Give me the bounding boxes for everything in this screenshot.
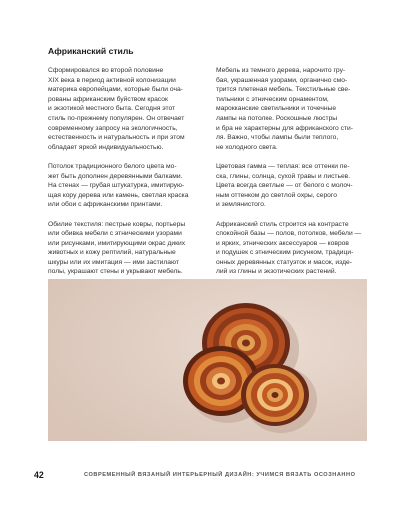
running-title: СОВРЕМЕННЫЙ ВЯЗАНЫЙ ИНТЕРЬЕРНЫЙ ДИЗАЙН: УЧИМСЯ ВЯЗАТЬ ОСОЗНАННО	[84, 472, 356, 478]
page-number: 42	[34, 470, 44, 480]
woven-baskets-photo	[48, 279, 367, 441]
paragraph: Африканский стиль строится на контрасте спокойной базы — полов, потолков, мебели — и ярких, этнических аксессуаров — ковров и подушек с этническим рисунком, традици- онных деревянных статуэток и масок, изде- лий из глины и экзотических растений.	[216, 220, 362, 276]
page-footer	[0, 470, 400, 484]
paragraph: Мебель из темного дерева, нарочито гру- бая, украшенная узорами, органично смо- трится плетеная мебель. Текстильные све- тильники с этническим орнаментом, марокканские светильники и точечные лампы на потолке. Роскошные люстры и бра не характерны для африканского сти- ля. Важно, чтобы лампы были теплого, не холодного света.	[216, 67, 353, 151]
paragraph: Сформировался во второй половине XIX века в период активной колонизации материка европейцами, которые были оча- рованы африканским буйством красок и экзотикой местного быта. Сегодня этот стиль по-прежнему популярен. Он отвечает современному запросу на экологичность, естественность и натуральность и при этом обладает яркой индивидуальностью.	[48, 67, 185, 151]
paragraph: Цветовая гамма — теплая: все оттенки пе- ска, глины, солнца, сухой травы и листьев. Цвета всегда светлые — от белого с молоч- ным оттенком до светлой охры, серого и землянистого.	[216, 162, 353, 209]
left-column	[48, 66, 200, 287]
right-column	[216, 66, 368, 287]
paragraph: Обилие текстиля: пестрые ковры, портьеры или обивка мебели с этническими узорами или рисунками, имитирующими окрас диких животных и кожу рептилий, натуральные шкуры или их имитация — ими застилают полы, украшают стены и укрывают мебель.	[48, 220, 186, 276]
paragraph: Потолок традиционного белого цвета мо- жет быть дополнен деревянными балками. На стенах — грубая штукатурка, имитирую- щая кору дерева или камень, светлая краска или обои с африканскими принтами.	[48, 162, 189, 209]
section-title: Африканский стиль	[48, 46, 134, 56]
basket-right	[241, 364, 309, 426]
baskets-illustration	[48, 279, 367, 441]
